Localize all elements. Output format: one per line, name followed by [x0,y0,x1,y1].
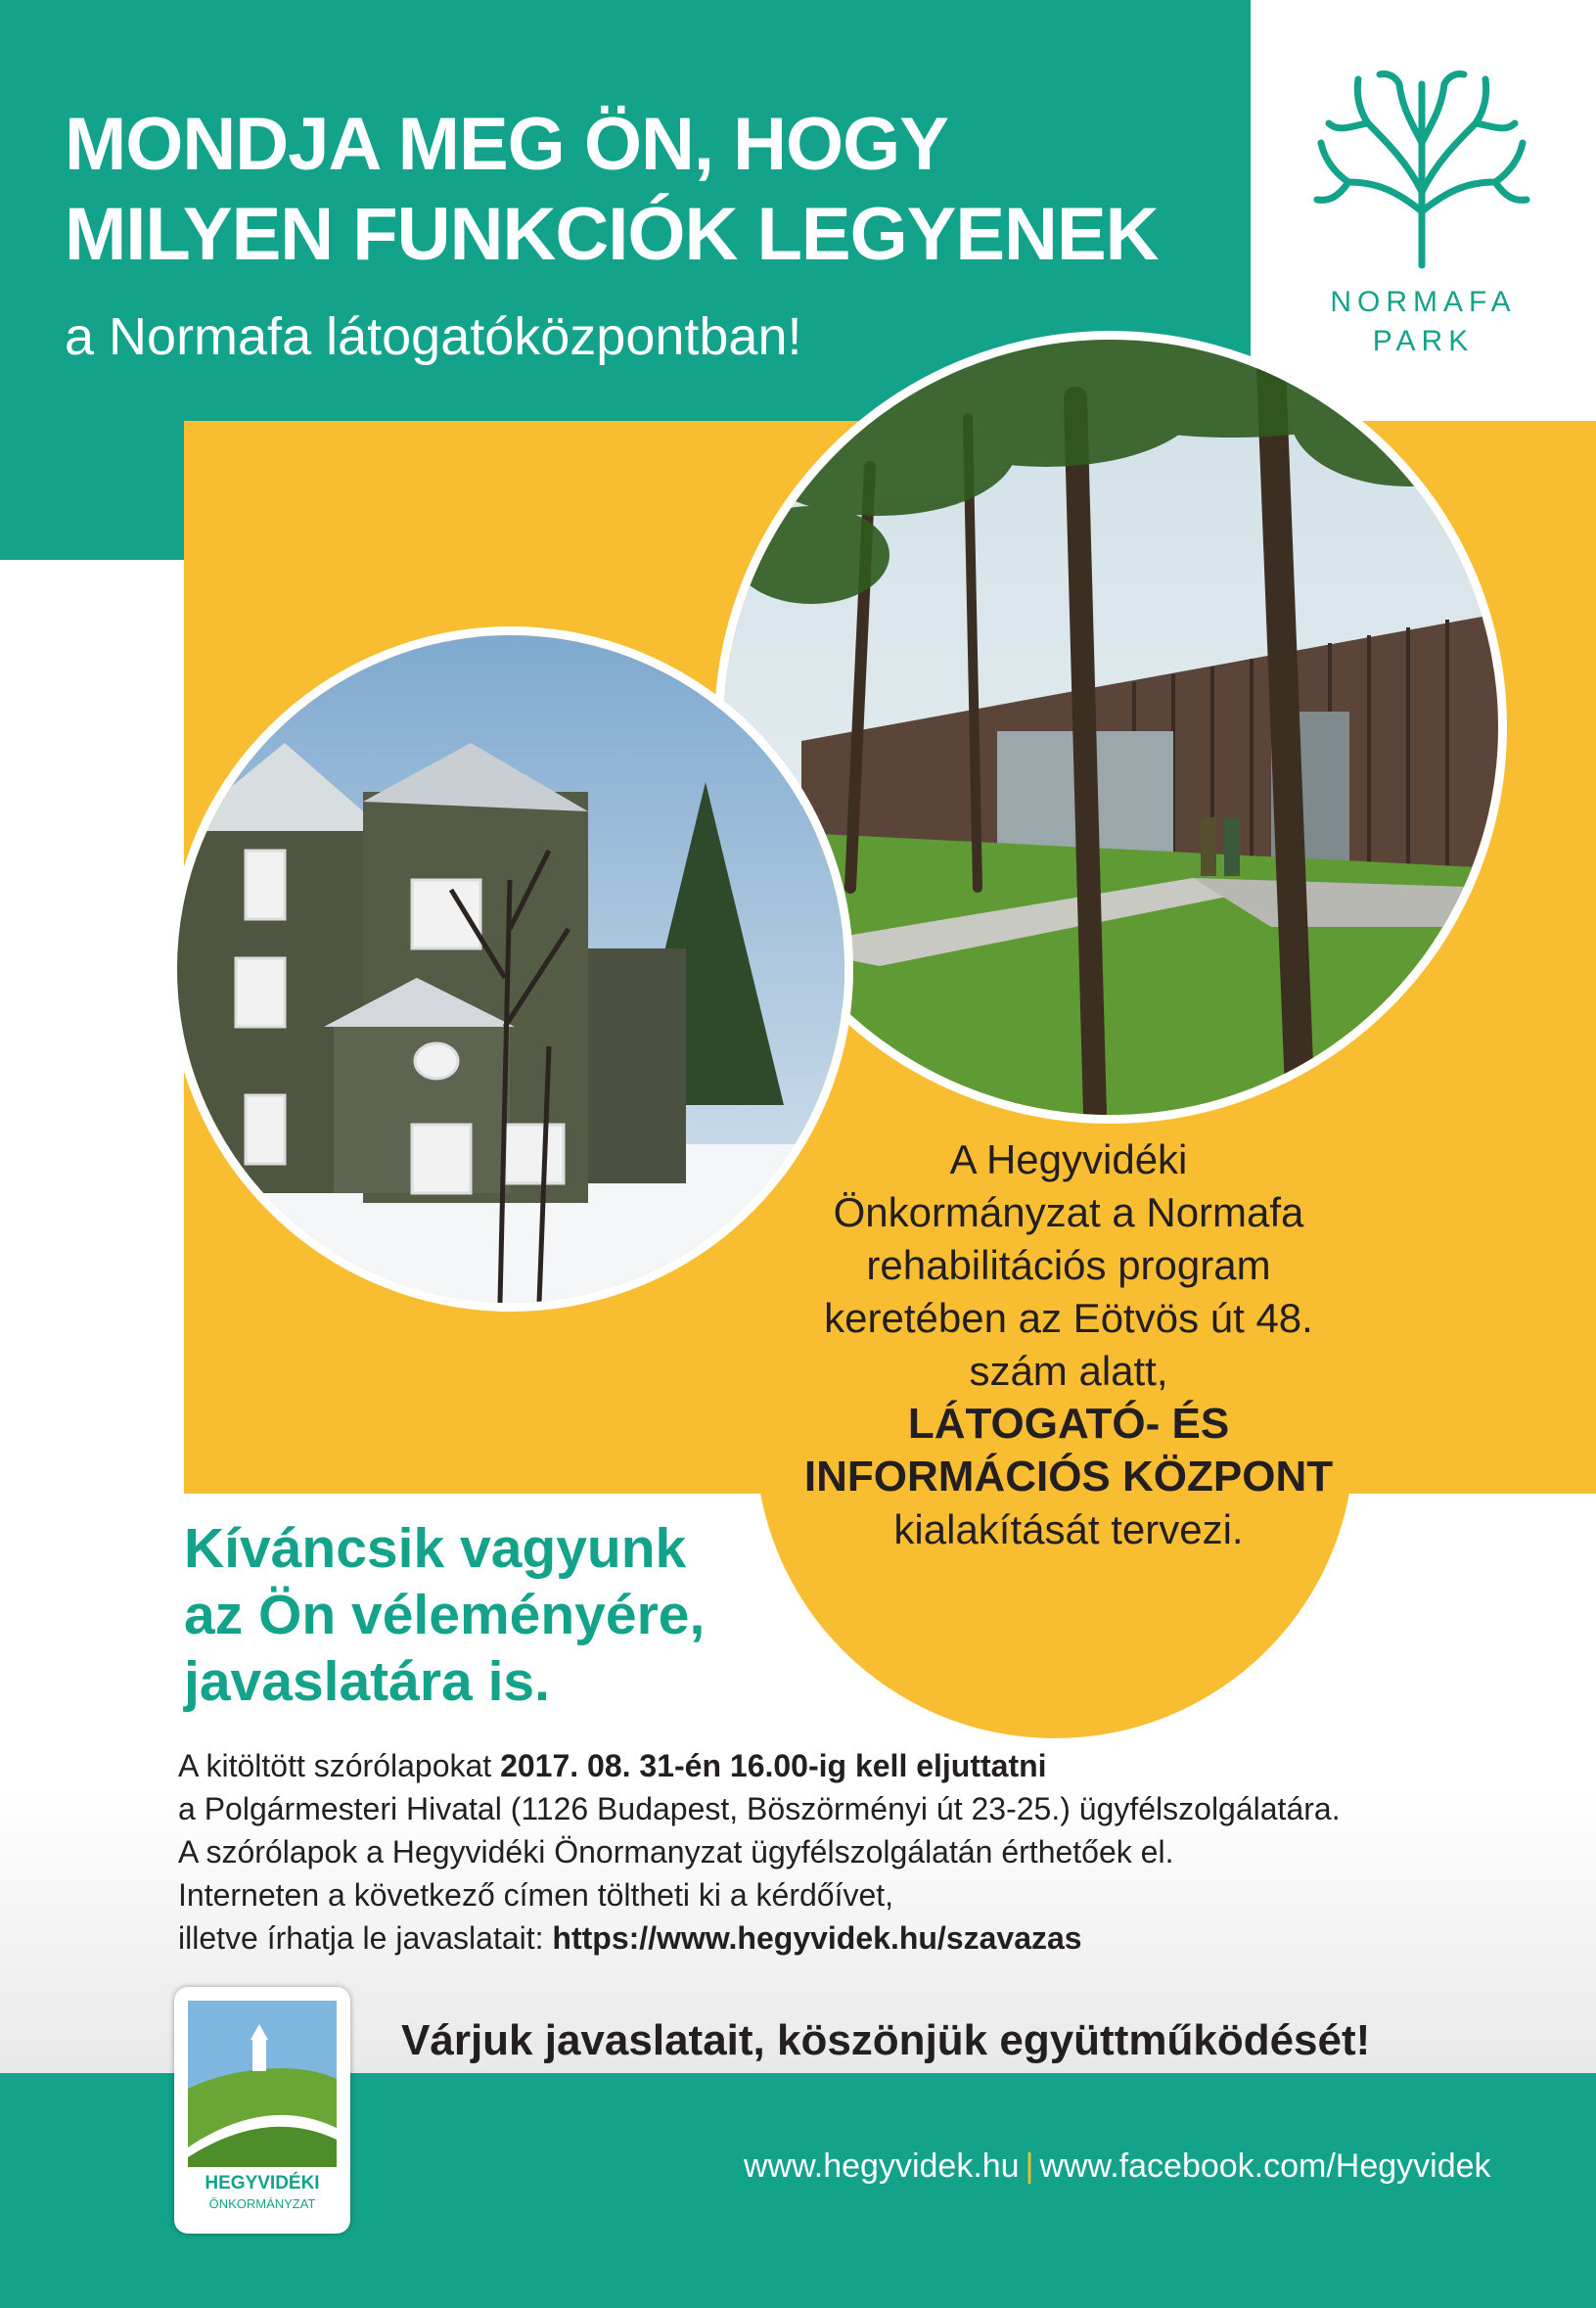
info-line-5: szám alatt, [969,1348,1168,1394]
info-bold-2: INFORMÁCIÓS KÖZPONT [803,1453,1334,1500]
hv-logo-text-2: ÖNKORMÁNYZAT [208,2196,316,2211]
curious-line-1: Kíváncsik vagyunk [184,1517,687,1580]
headline-line-2: MILYEN FUNKCIÓK LEGYENEK [65,193,1159,276]
curious-line-2: az Ön véleményére, [184,1584,706,1646]
villa-photo [168,626,853,1312]
footer-separator: | [1025,2147,1034,2185]
subheadline: a Normafa látogatóközpontban! [65,307,802,366]
info-text [755,1133,1382,1556]
body-line-1 [178,1744,1548,1787]
normafa-logo-text-1: NORMAFA [1330,286,1517,318]
curious-heading [184,1515,771,1715]
body-line-5 [178,1916,1548,1960]
facebook-link[interactable]: www.facebook.com/Hegyvidek [1039,2147,1491,2185]
hv-logo-text-1: HEGYVIDÉKI [205,2173,320,2193]
info-line-3: rehabilitációs program [866,1242,1271,1288]
deadline-text: 2017. 08. 31-én 16.00-ig kell eljuttatni [500,1748,1047,1783]
headline [65,100,1239,280]
hegyvideki-logo [174,1987,350,2234]
body-line-5-text: illetve írhatja le javaslatait: [178,1920,553,1956]
headline-line-1: MONDJA MEG ÖN, HOGY [65,103,948,186]
info-bold-1: LÁTOGATÓ- ÉS [907,1400,1230,1448]
curious-line-3: javaslatára is. [184,1650,550,1713]
footer-links [744,2147,1491,2186]
body-line-4: Interneten a következő címen töltheti ki a kérdőívet, [178,1877,894,1913]
normafa-logo-text-2: PARK [1372,325,1475,357]
tree-logo-icon [1309,65,1534,270]
info-line-1: A Hegyvidéki [949,1136,1188,1182]
info-line-2: Önkormányzat a Normafa [833,1189,1304,1235]
survey-link[interactable]: https://www.hegyvidek.hu/szavazas [552,1920,1082,1956]
body-line-3: A szórólapok a Hegyvidéki Önormanyzat ügyfélszolgálatán érthetőek el. [178,1834,1174,1869]
thanks-text: Várjuk javaslatait, köszönjük együttműködését! [401,2016,1371,2064]
body-line-2: a Polgármesteri Hivatal (1126 Budapest, Böszörményi út 23-25.) ügyfélszolgálatára. [178,1791,1341,1826]
info-line-4: keretében az Eötvös út 48. [824,1295,1313,1341]
body-line-1-text: A kitöltött szórólapokat [178,1748,501,1783]
website-link[interactable]: www.hegyvidek.hu [744,2147,1020,2185]
body-text [178,1744,1548,1960]
hill-logo-icon [188,2001,337,2167]
info-line-6: kialakítását tervezi. [893,1506,1244,1552]
